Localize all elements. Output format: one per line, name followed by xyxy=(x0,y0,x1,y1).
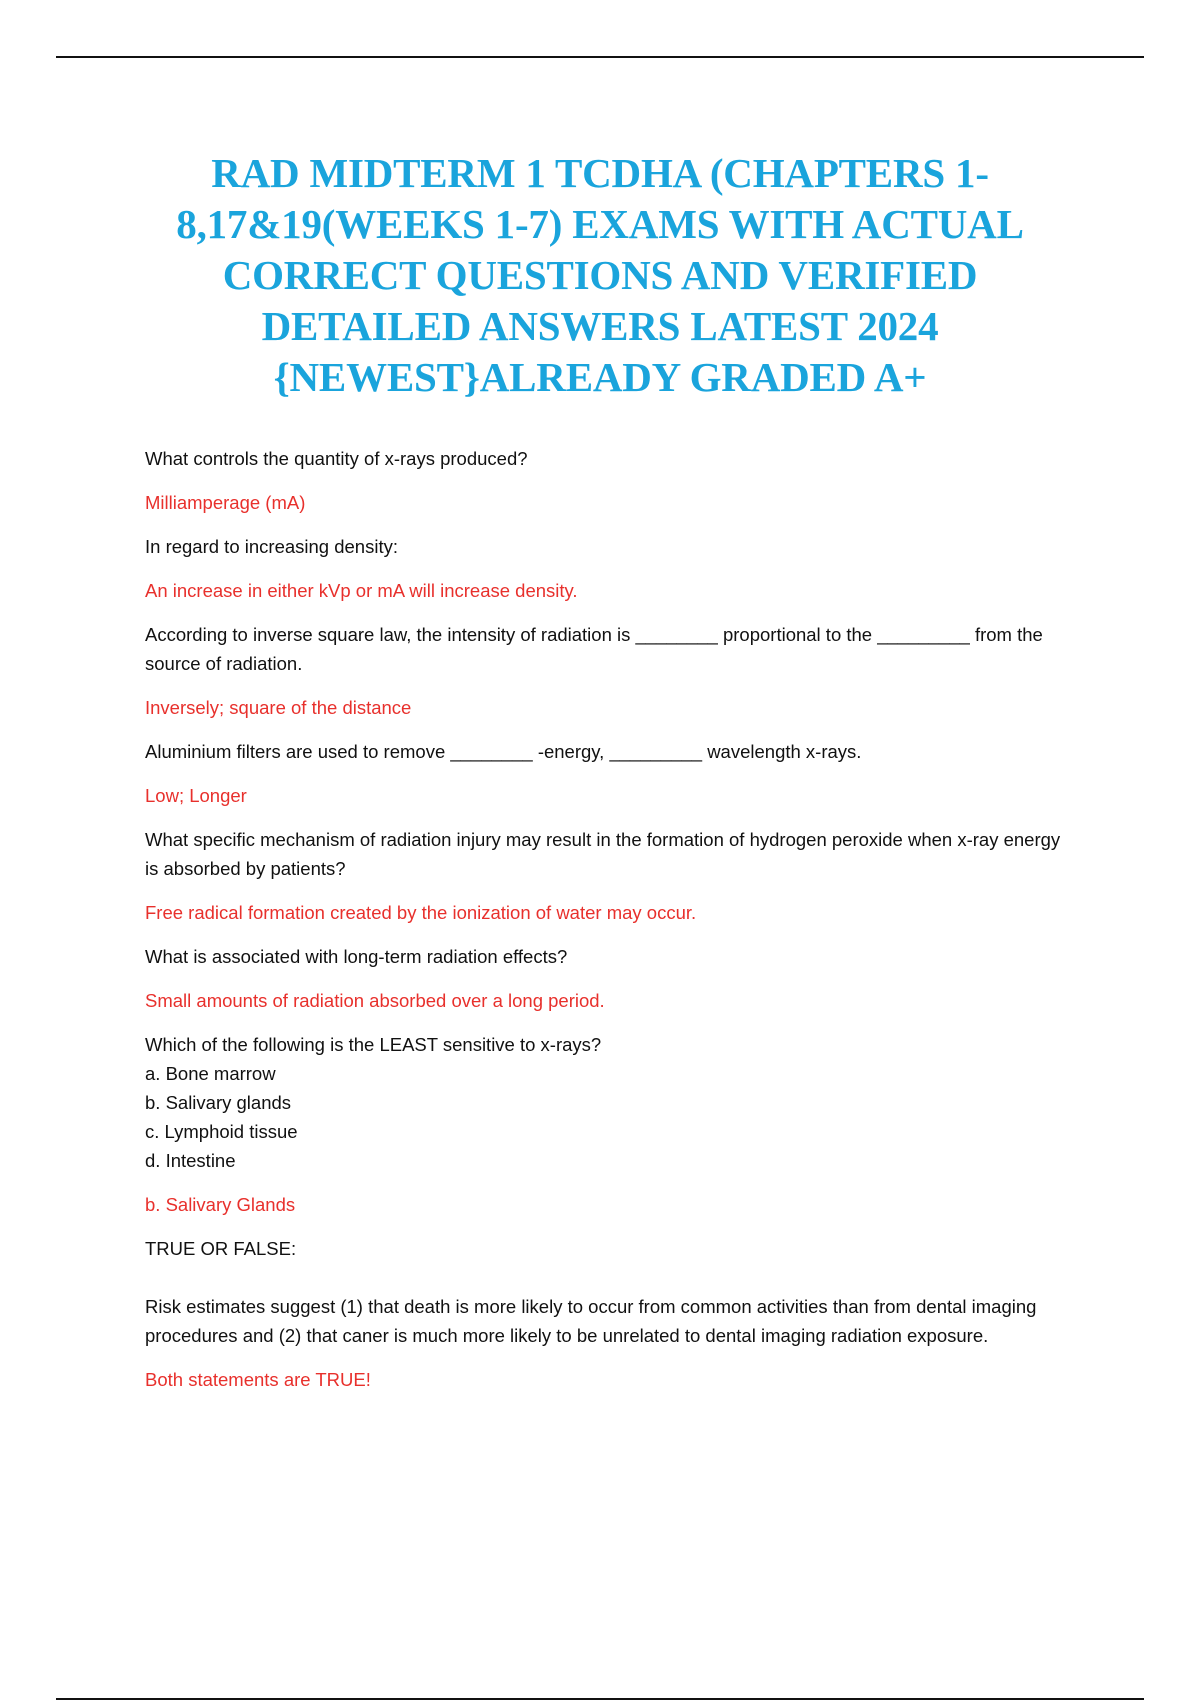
question-1: What controls the quantity of x-rays produced? xyxy=(145,448,528,469)
question-8: Risk estimates suggest (1) that death is more likely to occur from common activities than from dental imaging procedures and (2) that caner is much more likely to be unrelated to dental imaging radiation exposure. xyxy=(145,1296,1037,1346)
question-7-text: Which of the following is the LEAST sensitive to x-rays? xyxy=(145,1034,602,1055)
question-2: In regard to increasing density: xyxy=(145,536,398,557)
document-title: RAD MIDTERM 1 TCDHA (CHAPTERS 1-8,17&19(WEEKS 1-7) EXAMS WITH ACTUAL CORRECT QUESTIONS AND VERIFIED DETAILED ANSWERS LATEST 2024 {NEWEST}ALREADY GRADED A+ xyxy=(176,150,1024,400)
question-5: What specific mechanism of radiation injury may result in the formation of hydrogen peroxide when x-ray energy is absorbed by patients? xyxy=(145,829,1061,879)
true-false-heading: TRUE OR FALSE: xyxy=(145,1238,297,1259)
question-4: Aluminium filters are used to remove ________ -energy, _________ wavelength x-rays. xyxy=(145,741,862,762)
qa-content xyxy=(145,444,1075,1409)
option-a: a. Bone marrow xyxy=(145,1063,276,1084)
question-6: What is associated with long-term radiation effects? xyxy=(145,946,568,967)
answer-8: Both statements are TRUE! xyxy=(145,1369,371,1390)
answer-1: Milliamperage (mA) xyxy=(145,492,306,513)
header-rule xyxy=(56,56,1144,58)
question-7 xyxy=(145,1030,1075,1175)
answer-5: Free radical formation created by the ionization of water may occur. xyxy=(145,902,697,923)
answer-4: Low; Longer xyxy=(145,785,247,806)
option-b: b. Salivary glands xyxy=(145,1092,292,1113)
answer-3: Inversely; square of the distance xyxy=(145,697,412,718)
answer-2: An increase in either kVp or mA will increase density. xyxy=(145,580,578,601)
option-c: c. Lymphoid tissue xyxy=(145,1121,298,1142)
answer-6: Small amounts of radiation absorbed over a long period. xyxy=(145,990,605,1011)
option-d: d. Intestine xyxy=(145,1150,236,1171)
question-3: According to inverse square law, the intensity of radiation is ________ proportional to the _________ from the source of radiation. xyxy=(145,624,1043,674)
answer-7: b. Salivary Glands xyxy=(145,1194,296,1215)
